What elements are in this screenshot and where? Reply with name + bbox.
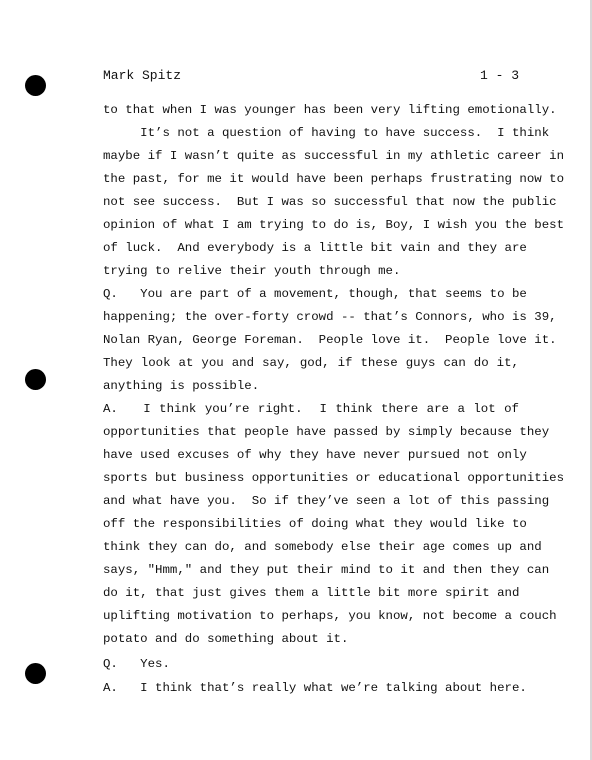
transcript-line: Q. Yes. [103,657,170,671]
transcript-line: maybe if I wasn’t quite as successful in my athletic career in [103,149,565,163]
transcript-line: think they can do, and somebody else their age comes up and [103,540,542,554]
transcript-line: opinion of what I am trying to do is, Boy, I wish you the best [103,218,565,232]
transcript-line: Q. You are part of a movement, though, that seems to be [103,287,527,301]
transcript-line: have used excuses of why they have never pursued not only [103,448,527,462]
transcript-line: do it, that just gives them a little bit more spirit and [103,586,520,600]
transcript-line: anything is possible. [103,379,260,393]
transcript-line: uplifting motivation to perhaps, you know, not become a couch [103,609,557,623]
transcript-line: They look at you and say, god, if these guys can do it, [103,356,519,370]
transcript-line: potato and do something about it. [103,632,349,646]
punch-hole-middle [25,369,46,390]
header-name: Mark Spitz [103,68,182,83]
transcript-line: to that when I was younger has been very lifting emotionally. [103,103,557,117]
transcript-line: of luck. And everybody is a little bit vain and they are [103,241,527,255]
transcript-line: and what have you. So if they’ve seen a lot of this passing [103,494,550,508]
transcript-line: opportunities that people have passed by simply because they [103,425,550,439]
transcript-line: happening; the over-forty crowd -- that’s Connors, who is 39, [103,310,557,324]
transcript-line: A. I think that’s really what we’re talking about here. [103,681,527,695]
transcript-line: the past, for me it would have been perhaps frustrating now to [103,172,565,186]
header-page-number: 1 - 3 [480,68,520,83]
transcript-line: trying to relive their youth through me. [103,264,401,278]
transcript-line: off the responsibilities of doing what they would like to [103,517,527,531]
transcript-line: It’s not a question of having to have success. I think [103,126,550,140]
punch-hole-bottom [25,663,46,684]
transcript-line: Nolan Ryan, George Foreman. People love it. People love it. [103,333,557,347]
punch-hole-top [25,75,46,96]
transcript-line: A. I think you’re right. I think there are a lot of [103,402,519,416]
transcript-line: sports but business opportunities or educational opportunities [103,471,565,485]
transcript-line: not see success. But I was so successful that now the public [103,195,557,209]
transcript-line: says, "Hmm," and they put their mind to it and then they can [103,563,550,577]
